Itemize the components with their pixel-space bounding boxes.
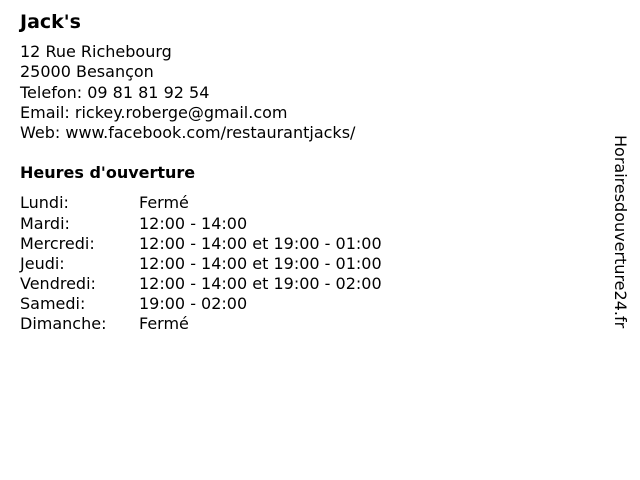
hours-row-lundi <box>20 193 600 213</box>
business-card <box>20 10 600 334</box>
opening-hours-table <box>20 193 600 334</box>
hours-day-label: Mardi: <box>20 213 70 233</box>
site-brand-vertical-text: Horairesdouverture24.fr <box>611 135 630 329</box>
hours-row-mercredi <box>20 234 600 254</box>
hours-day-label: Dimanche: <box>20 314 107 334</box>
hours-day-label: Mercredi: <box>20 233 95 253</box>
business-name: Jack's <box>20 11 81 33</box>
hours-day-label: Jeudi: <box>20 253 65 273</box>
address-city: 25000 Besançon <box>20 62 154 82</box>
hours-row-mardi <box>20 214 600 234</box>
hours-row-samedi <box>20 294 600 314</box>
hours-day-value: Fermé <box>139 193 189 213</box>
opening-hours-heading: Heures d'ouverture <box>20 163 196 183</box>
website-url: Web: www.facebook.com/restaurantjacks/ <box>20 123 356 143</box>
hours-row-vendredi <box>20 274 600 294</box>
hours-day-value: 12:00 - 14:00 <box>139 213 248 233</box>
phone-number: Telefon: 09 81 81 92 54 <box>20 82 210 102</box>
hours-day-label: Vendredi: <box>20 273 96 293</box>
address-street: 12 Rue Richebourg <box>20 42 172 61</box>
hours-row-jeudi <box>20 254 600 274</box>
hours-day-value: 12:00 - 14:00 et 19:00 - 01:00 <box>139 233 382 253</box>
hours-day-value: Fermé <box>139 314 189 334</box>
hours-day-label: Lundi: <box>20 193 69 213</box>
hours-day-label: Samedi: <box>20 293 86 313</box>
hours-day-value: 12:00 - 14:00 et 19:00 - 02:00 <box>139 273 382 293</box>
hours-day-value: 12:00 - 14:00 et 19:00 - 01:00 <box>139 253 382 273</box>
email-address: Email: rickey.roberge@gmail.com <box>20 102 288 122</box>
hours-row-dimanche <box>20 314 600 334</box>
hours-day-value: 19:00 - 02:00 <box>139 293 248 313</box>
